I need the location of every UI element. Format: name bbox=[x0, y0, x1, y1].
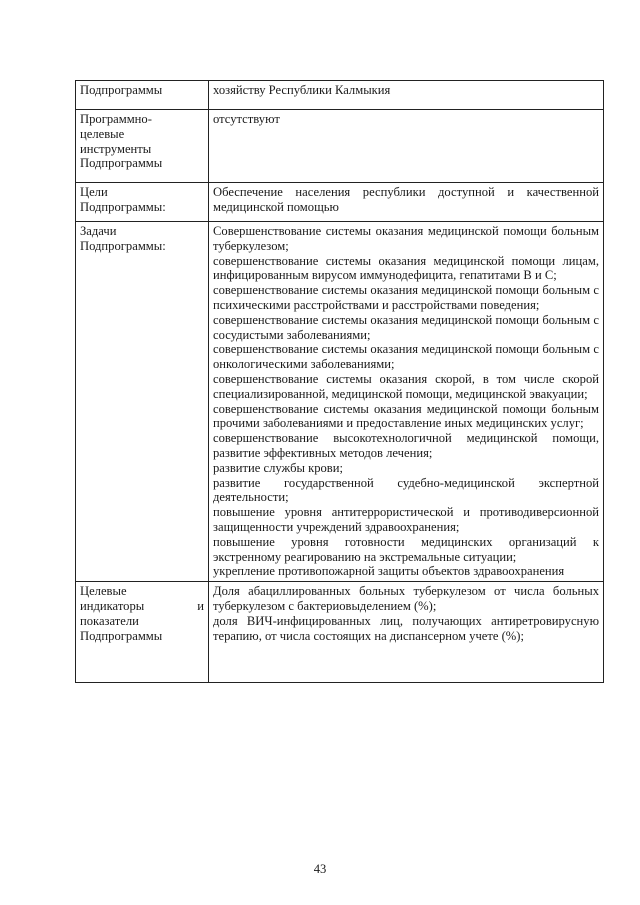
task-item: повышение уровня антитеррористической и противодиверсионной защищенности учреждений здравоохранения; bbox=[213, 505, 599, 534]
row-value-program-tools: отсутствуют bbox=[209, 110, 604, 183]
row-value-indicators bbox=[209, 582, 604, 683]
task-item: Совершенствование системы оказания медицинской помощи больным туберкулезом; bbox=[213, 224, 599, 253]
task-item: совершенствование высокотехнологичной медицинской помощи, развитие эффективных методов лечения; bbox=[213, 431, 599, 460]
indicator-item: доля ВИЧ-инфицированных лиц, получающих антиретровирусную терапию, от числа состоящих на диспансерном учете (%); bbox=[213, 613, 599, 643]
task-item: совершенствование системы оказания медицинской помощи больным с онкологическими заболеваниями; bbox=[213, 342, 599, 372]
row-value-tasks bbox=[209, 222, 604, 582]
indicator-item: Доля абациллированных больных туберкулезом от числа больных туберкулезом с бактериовыделением (%); bbox=[213, 584, 599, 613]
row-label-program-tools: Программно- целевые инструменты Подпрограммы bbox=[76, 110, 209, 183]
task-item: совершенствование системы оказания скорой, в том числе скорой специализированной, медицинской помощи, медицинской эвакуации; bbox=[213, 371, 599, 401]
row-label-tasks: Задачи Подпрограммы: bbox=[76, 222, 209, 582]
table-row bbox=[76, 582, 604, 683]
task-item: совершенствование системы оказания медицинской помощи больным с сосудистыми заболеваниями; bbox=[213, 312, 599, 342]
row-label-goals: Цели Подпрограммы: bbox=[76, 183, 209, 222]
row-label-indicators: Целевые индикаторы и показатели Подпрограммы bbox=[76, 582, 209, 683]
task-item: развитие службы крови; bbox=[213, 460, 343, 475]
table-row bbox=[76, 81, 604, 110]
table-row bbox=[76, 183, 604, 222]
task-item: повышение уровня готовности медицинских организаций к экстренному реагированию на экстремальные ситуации; bbox=[213, 534, 599, 564]
task-item: совершенствование системы оказания медицинской помощи больным с психическими расстройствами и расстройствами поведения; bbox=[213, 283, 599, 312]
row-value-goals: Обеспечение населения республики доступной и качественной медицинской помощью bbox=[209, 183, 604, 222]
table-row bbox=[76, 222, 604, 582]
program-passport-table bbox=[75, 80, 604, 683]
table-row bbox=[76, 110, 604, 183]
page-number: 43 bbox=[313, 862, 327, 876]
task-item: совершенствование системы оказания медицинской помощи больным прочими заболеваниями и предоставление иных медицинских услуг; bbox=[213, 401, 599, 431]
row-value-subprograms: хозяйству Республики Калмыкия bbox=[209, 81, 604, 110]
row-label-subprograms: Подпрограммы bbox=[76, 81, 209, 110]
task-item: развитие государственной судебно-медицинской экспертной деятельности; bbox=[213, 475, 599, 505]
task-item: укрепление противопожарной защиты объектов здравоохранения bbox=[213, 564, 565, 579]
task-item: совершенствование системы оказания медицинской помощи лицам, инфицированным вирусом иммунодефицита, гепатитами В и С; bbox=[213, 253, 599, 283]
